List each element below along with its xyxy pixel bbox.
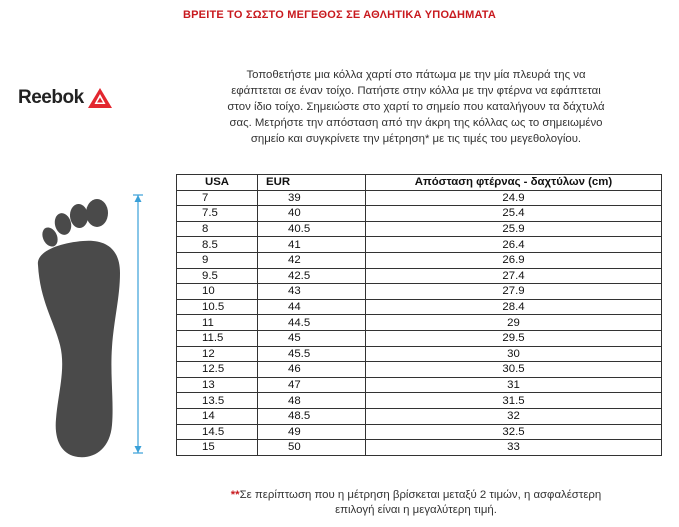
cell-usa: 15 (177, 440, 258, 456)
instructions-line: Τοποθετήστε μια κόλλα χαρτί στο πάτωμα με την μία πλευρά της να (246, 69, 586, 81)
instructions-line: εφάπτεται σε έναν τοίχο. Πατήστε στην κόλλα με την φτέρνα να εφάπτεται (231, 85, 601, 97)
cell-length: 26.4 (366, 237, 662, 253)
cell-length: 29.5 (366, 330, 662, 346)
cell-eur: 45.5 (258, 346, 366, 362)
cell-usa: 13 (177, 377, 258, 393)
cell-usa: 9 (177, 252, 258, 268)
cell-length: 32 (366, 408, 662, 424)
cell-usa: 10 (177, 284, 258, 300)
cell-usa: 12 (177, 346, 258, 362)
table-row (177, 440, 662, 456)
table-row (177, 377, 662, 393)
table-row (177, 284, 662, 300)
cell-eur: 46 (258, 362, 366, 378)
page-title: ΒΡΕΙΤΕ ΤΟ ΣΩΣΤΟ ΜΕΓΕΘΟΣ ΣΕ ΑΘΛΗΤΙΚΑ ΥΠΟΔΗΜΑΤΑ (182, 9, 497, 21)
cell-usa: 10.5 (177, 299, 258, 315)
table-row (177, 268, 662, 284)
cell-eur: 40.5 (258, 221, 366, 237)
table-header-row (177, 175, 662, 191)
footnote-line: Σε περίπτωση που η μέτρηση βρίσκεται μεταξύ 2 τιμών, η ασφαλέστερη (239, 489, 602, 501)
cell-eur: 43 (258, 284, 366, 300)
cell-usa: 7 (177, 190, 258, 206)
cell-eur: 50 (258, 440, 366, 456)
table-row (177, 252, 662, 268)
cell-eur: 48 (258, 393, 366, 409)
cell-length: 25.4 (366, 206, 662, 222)
cell-length: 30.5 (366, 362, 662, 378)
cell-length: 27.9 (366, 284, 662, 300)
cell-length: 24.9 (366, 190, 662, 206)
instructions-text (196, 67, 636, 147)
cell-eur: 40 (258, 206, 366, 222)
instructions-line: στον ίδιο τοίχο. Σημειώστε στο χαρτί το σημείο που καταλήγουν τα δάχτυλά (227, 101, 605, 113)
cell-usa: 7.5 (177, 206, 258, 222)
reebok-delta-icon (87, 87, 113, 109)
cell-length: 27.4 (366, 268, 662, 284)
instructions-line: σας. Μετρήστε την απόσταση από την άκρη της κόλλας ως το σημειωμένο (229, 117, 603, 129)
footnote (180, 488, 652, 518)
cell-usa: 11.5 (177, 330, 258, 346)
table-row (177, 206, 662, 222)
table-row (177, 221, 662, 237)
cell-length: 31 (366, 377, 662, 393)
table-row (177, 393, 662, 409)
vertical-measure-ruler-icon (131, 193, 145, 455)
footnote-line: επιλογή είναι η μεγαλύτερη τιμή. (335, 504, 497, 516)
table-row (177, 408, 662, 424)
table-row (177, 346, 662, 362)
cell-usa: 8.5 (177, 237, 258, 253)
table-row (177, 424, 662, 440)
cell-eur: 45 (258, 330, 366, 346)
cell-usa: 14 (177, 408, 258, 424)
cell-eur: 49 (258, 424, 366, 440)
foot-footprint-icon (28, 197, 128, 459)
cell-length: 32.5 (366, 424, 662, 440)
cell-eur: 42.5 (258, 268, 366, 284)
column-header-eur: EUR (258, 175, 366, 191)
cell-usa: 14.5 (177, 424, 258, 440)
footnote-stars: ** (230, 489, 240, 501)
cell-length: 29 (366, 315, 662, 331)
table-row (177, 237, 662, 253)
cell-usa: 12.5 (177, 362, 258, 378)
cell-usa: 9.5 (177, 268, 258, 284)
cell-eur: 48.5 (258, 408, 366, 424)
size-chart-table (176, 174, 662, 456)
table-row (177, 299, 662, 315)
cell-eur: 44.5 (258, 315, 366, 331)
cell-eur: 41 (258, 237, 366, 253)
brand-logo (18, 86, 113, 110)
table-row (177, 315, 662, 331)
cell-length: 28.4 (366, 299, 662, 315)
cell-usa: 8 (177, 221, 258, 237)
cell-length: 31.5 (366, 393, 662, 409)
table-row (177, 330, 662, 346)
cell-length: 30 (366, 346, 662, 362)
cell-eur: 39 (258, 190, 366, 206)
table-row (177, 362, 662, 378)
column-header-usa: USA (177, 175, 258, 191)
table-row (177, 190, 662, 206)
cell-usa: 11 (177, 315, 258, 331)
cell-length: 25.9 (366, 221, 662, 237)
cell-usa: 13.5 (177, 393, 258, 409)
cell-eur: 44 (258, 299, 366, 315)
instructions-line: σημείο και συγκρίνετε την μέτρηση* με τις τιμές του μεγεθολογίου. (250, 133, 582, 145)
cell-eur: 42 (258, 252, 366, 268)
brand-name: Reebok (18, 87, 84, 108)
cell-eur: 47 (258, 377, 366, 393)
cell-length: 33 (366, 440, 662, 456)
column-header-length: Απόσταση φτέρνας - δαχτύλων (cm) (366, 175, 662, 191)
cell-length: 26.9 (366, 252, 662, 268)
